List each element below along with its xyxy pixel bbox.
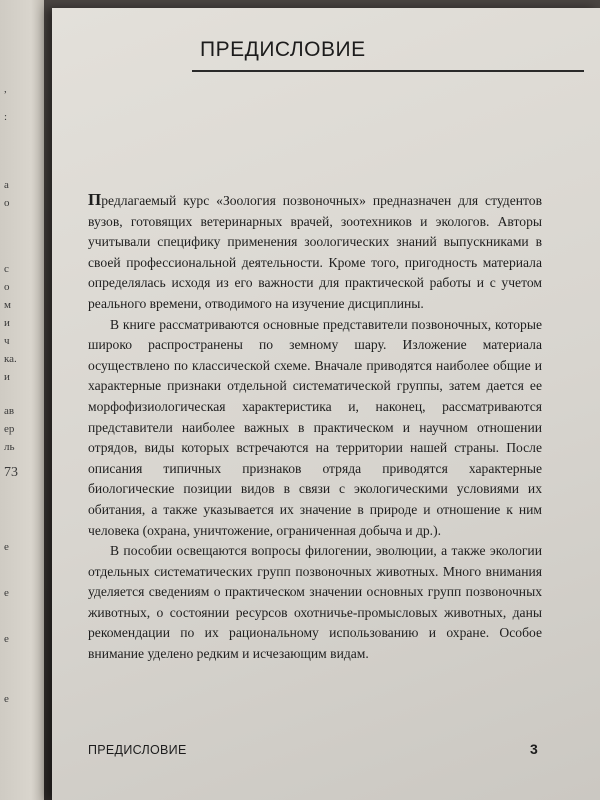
- facing-page-fragment: и: [4, 317, 10, 329]
- facing-page-fragment: ль: [4, 441, 15, 453]
- paragraph-text: редлагаемый курс «Зоология позвоночных» предназначен для студентов вузов, готовящих ветеринарных врачей, зоотехников и экологов. Авторы учитывали специфику применения зоологических знаний выпускниками в своей профессиональной деятельности. Кроме того, пригодность материала определялась исходя из его важности для практической работы и с учетом реального времени, отводимого на изучение дисциплины.: [88, 193, 542, 311]
- book-page: [52, 8, 600, 800]
- title-rule: [192, 70, 584, 72]
- facing-page-fragment: е: [4, 693, 9, 705]
- facing-page-fragment: м: [4, 299, 11, 311]
- facing-page-fragment: е: [4, 541, 9, 553]
- facing-page-fragment: е: [4, 633, 9, 645]
- page-title: ПРЕДИСЛОВИЕ: [200, 38, 366, 61]
- paragraph: В книге рассматриваются основные представители позвоночных, которые широко распространены по земному шару. Изложение материала осуществлено по классической схеме. Вначале приводятся наиболее общие и характерные признаки отдельной систематической группы, затем дается ее морфофизиологическая характеристика и, наконец, рассматриваются представители наиболее важных в практическом и научном отношении отрядов, виды которых встречаются на территории нашей страны. После описания типичных признаков отряда приводятся характерные биологические позиции видов в связи с экологическими условиями их обитания, а также указывается их значение в природе и отношение к ним человека (охрана, уничтожение, ограниченная добыча и др.).: [88, 316, 542, 538]
- facing-page-fragment: ка.: [4, 353, 17, 365]
- page-number: 3: [530, 741, 538, 757]
- facing-page-fragment: о: [4, 281, 10, 293]
- paragraph: В пособии освещаются вопросы филогении, эволюции, а также экологии отдельных систематических групп позвоночных животных. Много внимания уделяется сведениям о практическом значении основных групп позвоночных животных, о состоянии ресурсов охотничье-промысловых животных, даны рекомендации по их рациональному использованию и охране. Особое внимание уделено редким и исчезающим видам.: [88, 543, 542, 662]
- facing-page-edge: [0, 0, 44, 800]
- paragraph: [88, 190, 542, 315]
- facing-page-fragment: ,: [4, 83, 7, 95]
- running-footer: ПРЕДИСЛОВИЕ: [88, 743, 187, 757]
- facing-page-fragment: а: [4, 179, 9, 191]
- facing-page-fragment: ав: [4, 405, 15, 417]
- facing-page-fragment: с: [4, 263, 9, 275]
- facing-page-fragment: 73: [4, 465, 18, 480]
- body-text: [88, 190, 542, 665]
- facing-page-fragment: ч: [4, 335, 10, 347]
- facing-page-fragment: :: [4, 111, 8, 123]
- drop-cap: П: [88, 190, 102, 209]
- facing-page-fragment: о: [4, 197, 10, 209]
- facing-page-fragment: е: [4, 587, 9, 599]
- facing-page-fragment: и: [4, 371, 10, 383]
- facing-page-fragment: ер: [4, 423, 15, 435]
